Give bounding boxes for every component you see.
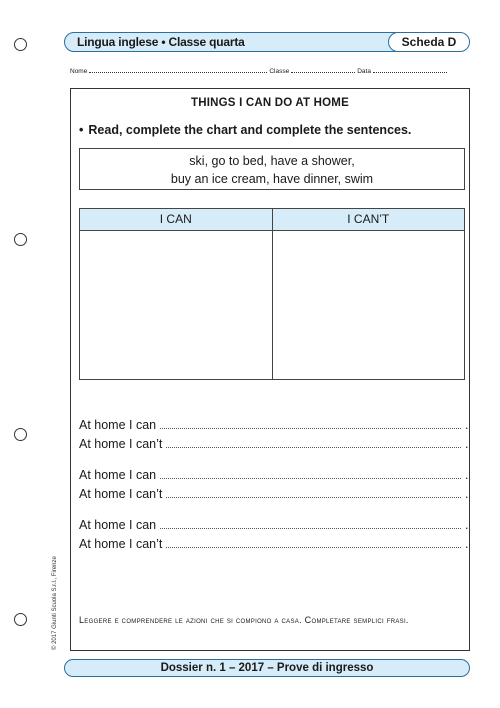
copyright-text: © 2017 Giunti Scuola S.r.l., Firenze	[52, 556, 58, 650]
sheet-badge: Scheda D	[388, 32, 470, 52]
student-info-line	[70, 66, 470, 75]
sentence-period: .	[465, 468, 469, 482]
sentence-blank[interactable]	[166, 546, 461, 548]
sentence-period: .	[465, 487, 469, 501]
binder-hole-3	[14, 428, 27, 441]
chart-header-cant: I CAN’T	[273, 209, 465, 231]
sentence-row	[79, 466, 469, 485]
sentence-row	[79, 516, 469, 535]
chart-header-can: I CAN	[80, 209, 272, 231]
sentence-period: .	[465, 437, 469, 451]
sentence-period: .	[465, 537, 469, 551]
sentence-prompt: At home I can	[79, 518, 157, 532]
word-bank-line-2: buy an ice cream, have dinner, swim	[170, 172, 374, 186]
sentence-row	[79, 485, 469, 504]
class-label: Classe	[269, 68, 290, 75]
instruction	[79, 123, 411, 137]
sentence-blank[interactable]	[160, 527, 461, 529]
bullet-icon: •	[79, 123, 84, 137]
binder-hole-4	[14, 613, 27, 626]
binder-hole-1	[14, 38, 27, 51]
sentence-blank[interactable]	[166, 446, 461, 448]
worksheet-title: THINGS I CAN DO AT HOME	[191, 97, 349, 109]
instruction-text: Read, complete the chart and complete the sentences.	[88, 123, 412, 137]
class-field[interactable]	[291, 66, 355, 73]
sentence-list	[79, 416, 469, 554]
sentence-blank[interactable]	[166, 496, 461, 498]
footer-bar: Dossier n. 1 – 2017 – Prove di ingresso	[64, 659, 470, 677]
word-bank	[79, 148, 465, 190]
sentence-prompt: At home I can’t	[79, 487, 163, 501]
sentence-blank[interactable]	[160, 427, 461, 429]
name-field[interactable]	[89, 66, 267, 73]
chart-cell-cant[interactable]	[273, 231, 465, 380]
chart-cell-can[interactable]	[80, 231, 272, 380]
chart-column-cant	[272, 209, 465, 379]
header-title: Lingua inglese • Classe quarta	[77, 35, 245, 49]
date-field[interactable]	[373, 66, 447, 73]
sentence-prompt: At home I can’t	[79, 537, 163, 551]
can-cant-chart	[79, 208, 465, 380]
sentence-row	[79, 416, 469, 435]
sentence-blank[interactable]	[160, 477, 461, 479]
chart-column-can	[80, 209, 272, 379]
sentence-period: .	[465, 418, 469, 432]
sentence-row	[79, 535, 469, 554]
date-label: Data	[357, 68, 371, 75]
name-label: Nome	[70, 68, 88, 75]
sentence-prompt: At home I can’t	[79, 437, 163, 451]
header-bar	[64, 32, 470, 52]
sentence-period: .	[465, 518, 469, 532]
sentence-row	[79, 435, 469, 454]
teacher-note: Leggere e comprendere le azioni che si compiono a casa. Completare semplici frasi.	[79, 615, 409, 625]
word-bank-line-1: ski, go to bed, have a shower,	[189, 154, 355, 168]
sentence-prompt: At home I can	[79, 468, 157, 482]
binder-hole-2	[14, 233, 27, 246]
sentence-prompt: At home I can	[79, 418, 157, 432]
